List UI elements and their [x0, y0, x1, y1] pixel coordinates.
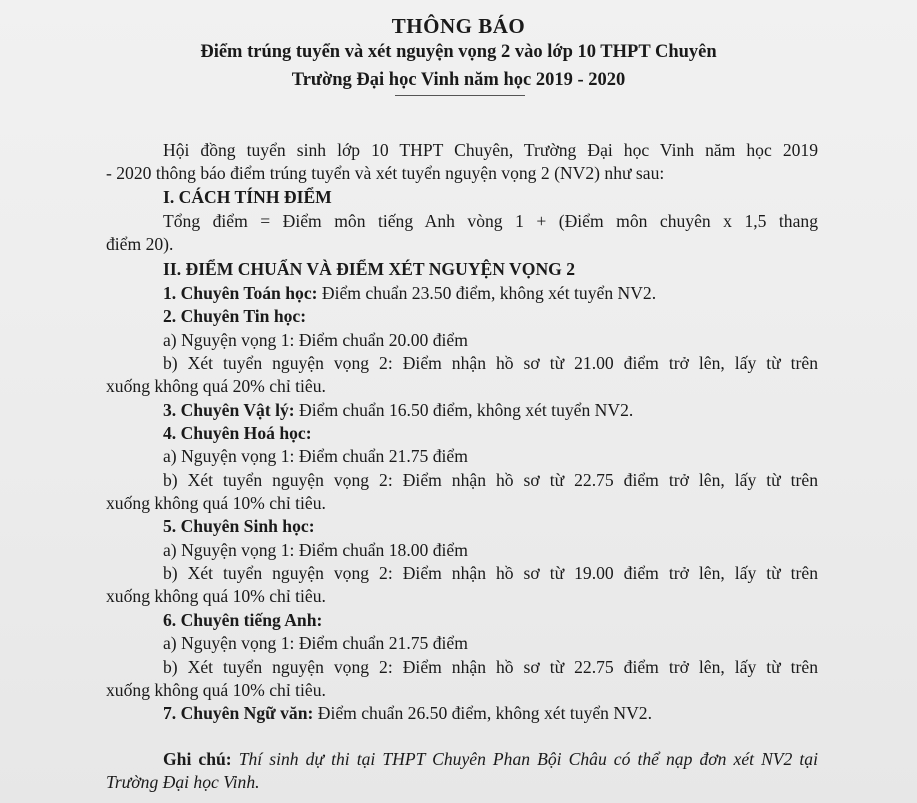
- formula-line-2: điểm 20).: [106, 234, 174, 254]
- toan-label: 1. Chuyên Toán học:: [163, 283, 318, 303]
- intro-line-1: Hội đồng tuyển sinh lớp 10 THPT Chuyên, Trường Đại học Vinh năm học 2019: [163, 140, 818, 160]
- hoa-nv1: a) Nguyện vọng 1: Điểm chuẩn 21.75 điểm: [163, 446, 468, 466]
- anh-nv1: a) Nguyện vọng 1: Điểm chuẩn 21.75 điểm: [163, 633, 468, 653]
- sinh-nv2-line-2: xuống không quá 10% chỉ tiêu.: [106, 586, 326, 606]
- anh-nv2-line-2: xuống không quá 10% chỉ tiêu.: [106, 680, 326, 700]
- toan-item: [163, 283, 656, 303]
- toan-text: Điểm chuẩn 23.50 điểm, không xét tuyển NV2.: [317, 283, 657, 303]
- note-text: Thí sinh dự thi tại THPT Chuyên Phan Bội Châu có thể nạp đơn xét NV2 tại: [231, 749, 818, 769]
- tin-label: 2. Chuyên Tin học:: [163, 306, 307, 326]
- ly-item: [163, 400, 633, 420]
- anh-label: 6. Chuyên tiếng Anh:: [163, 610, 323, 630]
- van-item: [163, 703, 652, 723]
- formula-line-1: Tổng điểm = Điểm môn tiếng Anh vòng 1 + (Điểm môn chuyên x 1,5 thang: [163, 211, 818, 231]
- van-text: Điểm chuẩn 26.50 điểm, không xét tuyển NV2.: [313, 703, 652, 723]
- note-line-2: Trường Đại học Vinh.: [106, 772, 260, 792]
- section-1-heading: I. CÁCH TÍNH ĐIỂM: [163, 187, 332, 207]
- van-label: 7. Chuyên Ngữ văn:: [163, 703, 314, 723]
- note-line-1: [163, 749, 818, 769]
- section-2-heading: II. ĐIỂM CHUẨN VÀ ĐIỂM XÉT NGUYỆN VỌNG 2: [163, 259, 576, 279]
- tin-nv2-line-1: b) Xét tuyển nguyện vọng 2: Điểm nhận hồ sơ từ 21.00 điểm trở lên, lấy từ trên: [163, 353, 818, 373]
- hoa-label: 4. Chuyên Hoá học:: [163, 423, 312, 443]
- subtitle-underline: [395, 95, 525, 96]
- sinh-label: 5. Chuyên Sinh học:: [163, 516, 315, 536]
- note-label: Ghi chú:: [163, 749, 232, 769]
- ly-text: Điểm chuẩn 16.50 điểm, không xét tuyển NV2.: [294, 400, 634, 420]
- doc-title: THÔNG BÁO: [391, 14, 526, 38]
- sinh-nv2-line-1: b) Xét tuyển nguyện vọng 2: Điểm nhận hồ sơ từ 19.00 điểm trở lên, lấy từ trên: [163, 563, 818, 583]
- sinh-nv1: a) Nguyện vọng 1: Điểm chuẩn 18.00 điểm: [163, 540, 468, 560]
- anh-nv2-line-1: b) Xét tuyển nguyện vọng 2: Điểm nhận hồ sơ từ 22.75 điểm trở lên, lấy từ trên: [163, 657, 818, 677]
- tin-nv2-line-2: xuống không quá 20% chỉ tiêu.: [106, 376, 326, 396]
- intro-line-2: - 2020 thông báo điểm trúng tuyển và xét tuyển nguyện vọng 2 (NV2) như sau:: [106, 163, 665, 183]
- doc-subtitle-1: Điểm trúng tuyển và xét nguyện vọng 2 vào lớp 10 THPT Chuyên: [200, 42, 717, 62]
- tin-nv1: a) Nguyện vọng 1: Điểm chuẩn 20.00 điểm: [163, 330, 468, 350]
- doc-subtitle-2: Trường Đại học Vinh năm học 2019 - 2020: [291, 70, 626, 90]
- ly-label: 3. Chuyên Vật lý:: [163, 400, 295, 420]
- hoa-nv2-line-2: xuống không quá 10% chỉ tiêu.: [106, 493, 326, 513]
- hoa-nv2-line-1: b) Xét tuyển nguyện vọng 2: Điểm nhận hồ sơ từ 22.75 điểm trở lên, lấy từ trên: [163, 470, 818, 490]
